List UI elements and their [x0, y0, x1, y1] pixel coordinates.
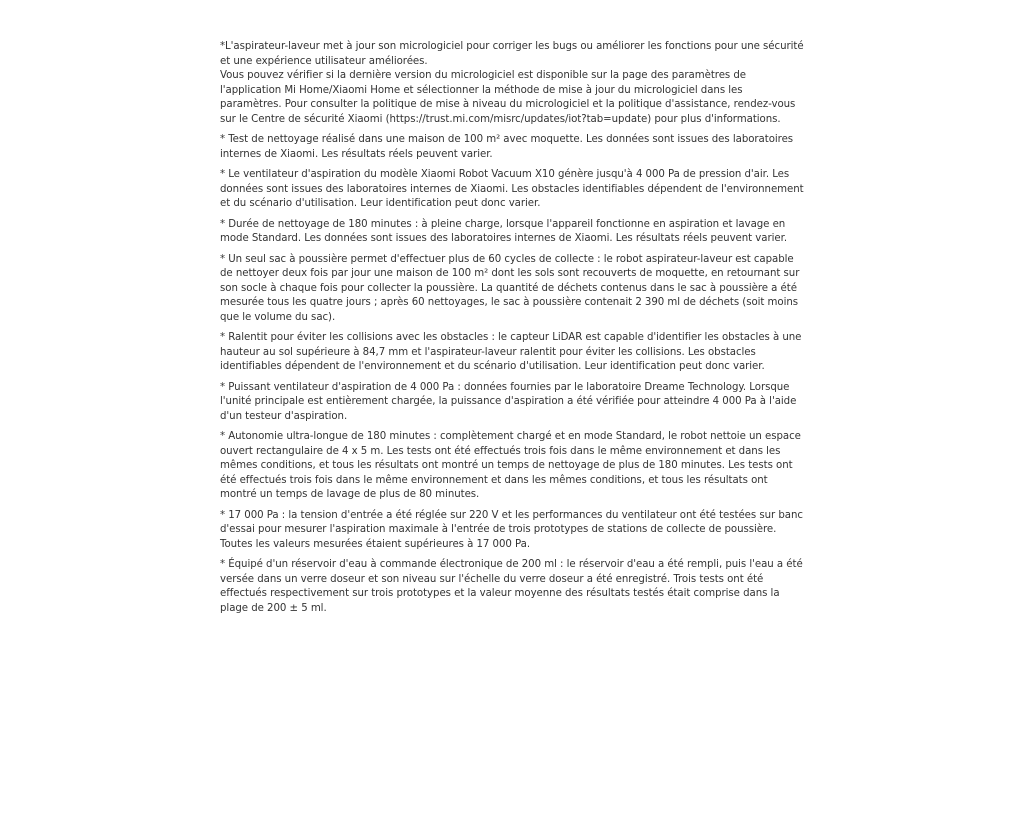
dock-suction-note: * 17 000 Pa : la tension d'entrée a été réglée sur 220 V et les performances du ventilateur ont été testées sur banc d'essai pour mesurer l'aspiration maximale à l'entrée de trois prototypes de stations de collecte de poussière. Toutes les valeurs mesurées étaient supérieures à 17 000 Pa. [220, 509, 803, 550]
disclaimer-notes [220, 40, 804, 622]
cleaning-test-note: * Test de nettoyage réalisé dans une maison de 100 m² avec moquette. Les données sont issues des laboratoires internes de Xiaomi. Les résultats réels peuvent varier. [220, 134, 794, 160]
cleaning-duration-note: * Durée de nettoyage de 180 minutes : à pleine charge, lorsque l'appareil fonctionne en aspiration et lavage en mode Standard. Les données sont issues des laboratoires internes de Xiaomi. Les résultats réels peuvent varier. [220, 218, 788, 244]
firmware-update-note: *L'aspirateur-laveur met à jour son micrologiciel pour corriger les bugs ou améliorer les fonctions pour une sécurité et une expérience utilisateur améliorées. Vous pouvez vérifier si la dernière version du micrologiciel est disponible sur la page des paramètres de l'application Mi Home/Xiaomi Home et sélectionner la méthode de mise à jour du micrologiciel dans les paramètres. Pour consulter la politique de mise à niveau du micrologiciel et la politique d'assistance, rendez-vous sur le Centre de sécurité Xiaomi (https://trust.mi.com/misrc/updates/iot?tab=update) pour plus d'informations. [220, 41, 804, 125]
suction-power-note: * Puissant ventilateur d'aspiration de 4 000 Pa : données fournies par le laboratoire Dreame Technology. Lorsque l'unité principale est entièrement chargée, la puissance d'aspiration a été vérifiée pour atteindre 4 000 Pa à l'aide d'un testeur d'aspiration. [220, 381, 797, 422]
suction-fan-note: * Le ventilateur d'aspiration du modèle Xiaomi Robot Vacuum X10 génère jusqu'à 4 000 Pa de pression d'air. Les données sont issues des laboratoires internes de Xiaomi. Les obstacles identifiables dépendent de l'environnement et du scénario d'utilisation. Leur identification peut donc varier. [220, 169, 804, 209]
water-tank-note: * Équipé d'un réservoir d'eau à commande électronique de 200 ml : le réservoir d'eau a été rempli, puis l'eau a été versée dans un verre doseur et son niveau sur l'échelle du verre doseur a été enregistré. Trois tests ont été effectués respectivement sur trois prototypes et la valeur moyenne des résultats testés était comprise dans la plage de 200 ± 5 ml. [220, 559, 803, 614]
lidar-obstacle-note: * Ralentit pour éviter les collisions avec les obstacles : le capteur LiDAR est capable d'identifier les obstacles à une hauteur au sol supérieure à 84,7 mm et l'aspirateur-laveur ralentit pour éviter les collisions. Les obstacles identifiables dépendent de l'environnement et du scénario d'utilisation. Leur identification peut donc varier. [220, 332, 802, 372]
dust-bag-note: * Un seul sac à poussière permet d'effectuer plus de 60 cycles de collecte : le robot aspirateur-laveur est capable de nettoyer deux fois par jour une maison de 100 m² dont les sols sont recouverts de moquette, en retournant sur son socle à chaque fois pour collecter la poussière. La quantité de déchets contenus dans le sac à poussière a été mesurée tous les quatre jours ; après 60 nettoyages, le sac à poussière contenait 2 390 ml de déchets (soit moins que le volume du sac). [220, 253, 800, 323]
battery-life-note: * Autonomie ultra-longue de 180 minutes : complètement chargé et en mode Standard, le robot nettoie un espace ouvert rectangulaire de 4 x 5 m. Les tests ont été effectués trois fois dans le même environnement et dans les mêmes conditions, et tous les résultats ont montré un temps de nettoyage de plus de 180 minutes. Les tests ont été effectués trois fois dans le même environnement et dans les mêmes conditions, et tous les résultats ont montré un temps de lavage de plus de 80 minutes. [220, 431, 801, 500]
